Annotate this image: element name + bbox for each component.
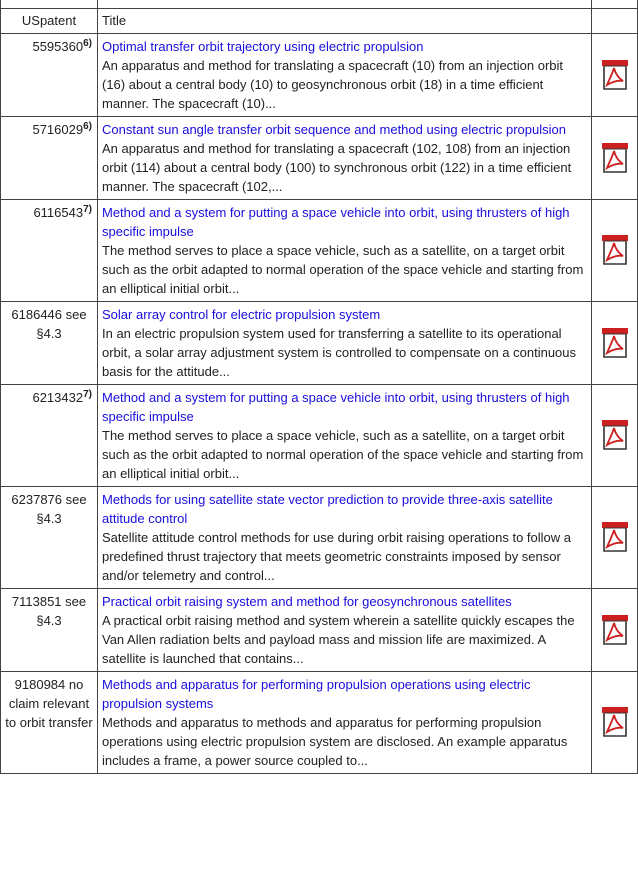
pdf-cell xyxy=(592,487,638,589)
pdf-icon[interactable] xyxy=(601,139,629,173)
title-cell xyxy=(98,672,592,774)
title-cell xyxy=(98,200,592,302)
pdf-cell xyxy=(592,34,638,117)
patent-number-cell xyxy=(1,589,98,672)
pdf-icon[interactable] xyxy=(601,324,629,358)
patent-number: 6237876 see §4.3 xyxy=(11,492,87,526)
patent-title-link[interactable]: Methods and apparatus for performing propulsion operations using electric propulsion systems xyxy=(102,677,531,711)
pdf-cell xyxy=(592,385,638,487)
patent-number: 6213432 xyxy=(32,390,84,405)
patent-abstract: The method serves to place a space vehicle, such as a satellite, on a target orbit such as the orbit adapted to normal operation of the space vehicle and starting from an elliptical initial orbit... xyxy=(102,428,584,481)
patent-title-link[interactable]: Method and a system for putting a space vehicle into orbit, using thrusters of high specific impulse xyxy=(102,205,570,239)
table-row xyxy=(1,487,638,589)
patent-number-cell xyxy=(1,117,98,200)
pdf-icon[interactable] xyxy=(601,518,629,552)
patent-number-cell xyxy=(1,302,98,385)
table-top-edge-mid2 xyxy=(591,0,592,8)
pdf-icon[interactable] xyxy=(601,703,629,737)
patent-number-cell xyxy=(1,34,98,117)
pdf-icon[interactable] xyxy=(601,416,629,450)
pdf-cell xyxy=(592,302,638,385)
footnote-ref: 6) xyxy=(83,121,92,132)
title-cell xyxy=(98,385,592,487)
patent-abstract: The method serves to place a space vehicle, such as a satellite, on a target orbit such as the orbit adapted to normal operation of the space vehicle and starting from an elliptical initial orbit... xyxy=(102,243,584,296)
header-title: Title xyxy=(98,9,592,34)
table-row xyxy=(1,672,638,774)
table-row xyxy=(1,34,638,117)
pdf-cell xyxy=(592,200,638,302)
patent-title-link[interactable]: Solar array control for electric propulsion system xyxy=(102,307,381,322)
footnote-ref: 7) xyxy=(83,204,92,215)
patent-number-cell xyxy=(1,672,98,774)
patent-title-link[interactable]: Optimal transfer orbit trajectory using electric propulsion xyxy=(102,39,424,54)
patent-abstract: An apparatus and method for translating a spacecraft (10) from an injection orbit (16) about a central body (10) to geosynchronous orbit (18) in a time efficient manner. The spacecraft (10)... xyxy=(102,58,564,111)
patent-number: 7113851 see §4.3 xyxy=(11,594,87,628)
table-top-edge-mid xyxy=(97,0,98,8)
table-row xyxy=(1,302,638,385)
table-row xyxy=(1,385,638,487)
pdf-cell xyxy=(592,117,638,200)
patent-number: 6186446 see §4.3 xyxy=(11,307,87,341)
header-icon xyxy=(592,9,638,34)
footnote-ref: 7) xyxy=(83,389,92,400)
patent-title-link[interactable]: Practical orbit raising system and method for geosynchronous satellites xyxy=(102,594,512,609)
title-cell xyxy=(98,487,592,589)
patent-abstract: In an electric propulsion system used for transferring a satellite to its operational orbit, a solar array adjustment system is controlled to compensate on a continuous basis for the attitude... xyxy=(102,326,577,379)
pdf-icon[interactable] xyxy=(601,56,629,90)
patent-number: 6116543 xyxy=(33,205,84,220)
patent-number-cell xyxy=(1,385,98,487)
patent-abstract: Satellite attitude control methods for use during orbit raising operations to follow a predefined thrust trajectory that meets geometric constraints imposed by sensor and/or telemetry and control... xyxy=(102,530,571,583)
patent-abstract: An apparatus and method for translating a spacecraft (102, 108) from an injection orbit (114) about a central body (100) to synchronous orbit (122) in a time efficient manner. The spacecraft (102,... xyxy=(102,141,572,194)
patent-number: 9180984 no claim relevant to orbit transfer xyxy=(5,677,93,730)
patent-number: 5595360 xyxy=(32,39,84,54)
title-cell xyxy=(98,117,592,200)
header-row xyxy=(1,9,638,34)
patent-number: 5716029 xyxy=(32,122,84,137)
patent-number-cell xyxy=(1,487,98,589)
title-cell xyxy=(98,589,592,672)
patent-title-link[interactable]: Methods for using satellite state vector prediction to provide three-axis satellite attitude control xyxy=(102,492,553,526)
footnote-ref: 6) xyxy=(83,38,92,49)
patent-title-link[interactable]: Constant sun angle transfer orbit sequence and method using electric propulsion xyxy=(102,122,566,137)
pdf-icon[interactable] xyxy=(601,611,629,645)
table-top-edge-left xyxy=(0,0,1,8)
pdf-cell xyxy=(592,672,638,774)
patent-number-cell xyxy=(1,200,98,302)
title-cell xyxy=(98,34,592,117)
table-row xyxy=(1,200,638,302)
title-cell xyxy=(98,302,592,385)
patent-abstract: Methods and apparatus to methods and apparatus for performing propulsion operations using electric propulsion system are disclosed. An example apparatus includes a frame, a power source coupled to... xyxy=(102,715,568,768)
header-uspatent: USpatent xyxy=(1,9,98,34)
table-row xyxy=(1,589,638,672)
pdf-icon[interactable] xyxy=(601,231,629,265)
patent-abstract: A practical orbit raising method and system wherein a satellite quickly escapes the Van Allen radiation belts and payload mass and mission life are maximized. A satellite is launched that contains... xyxy=(102,613,575,666)
patent-title-link[interactable]: Method and a system for putting a space vehicle into orbit, using thrusters of high specific impulse xyxy=(102,390,570,424)
patent-table xyxy=(0,8,638,774)
table-row xyxy=(1,117,638,200)
pdf-cell xyxy=(592,589,638,672)
